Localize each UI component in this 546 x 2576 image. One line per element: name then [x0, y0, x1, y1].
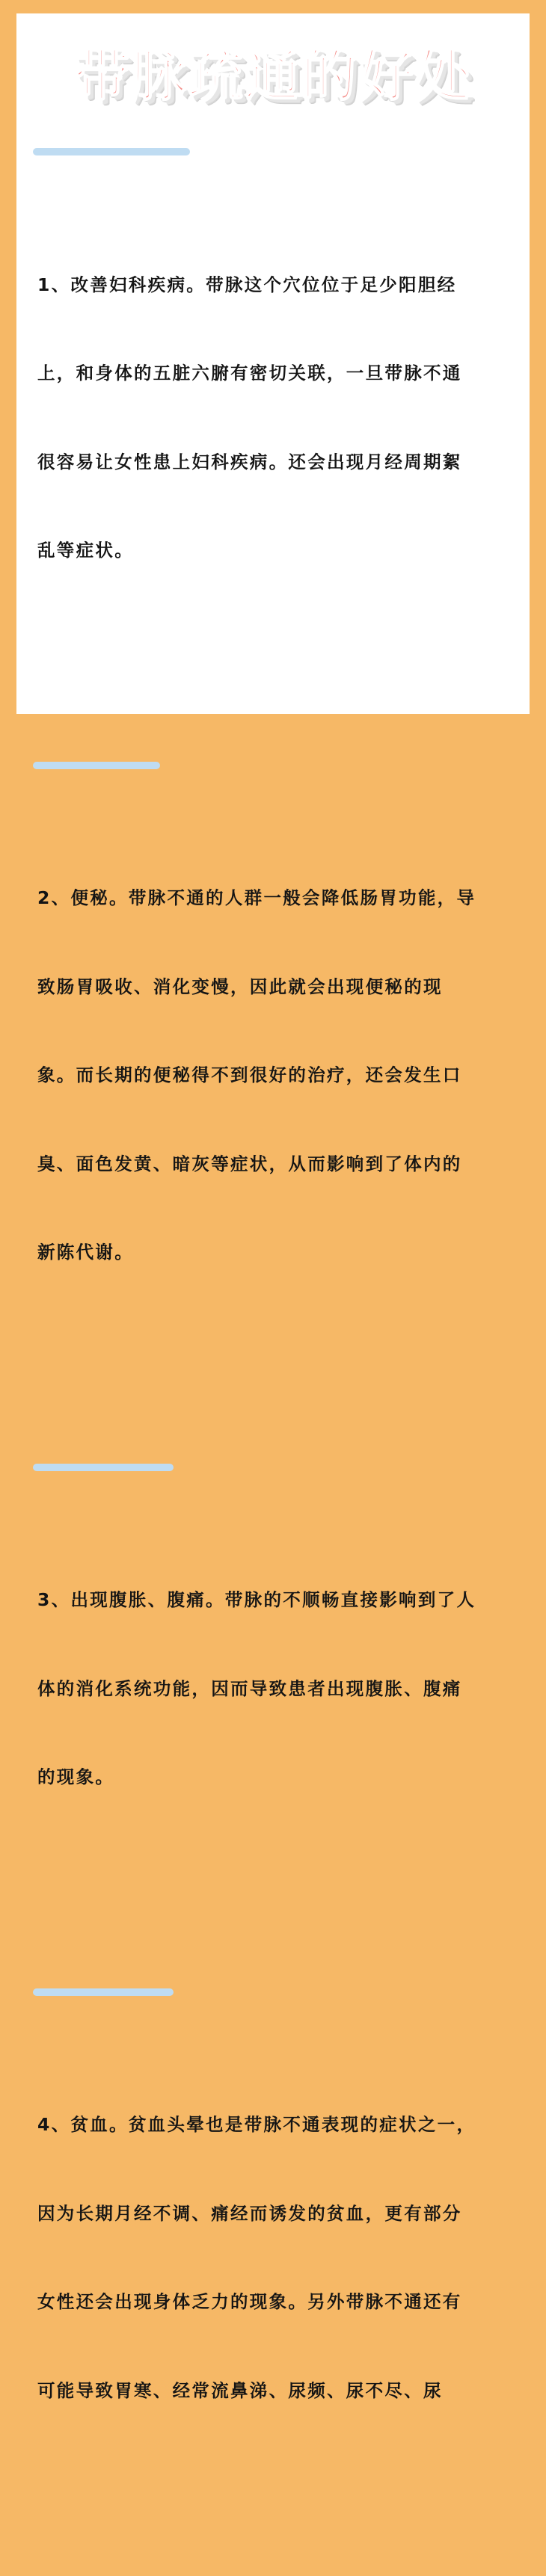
- highlight-mark: [33, 148, 190, 155]
- section-4: [37, 1963, 516, 2524]
- section-text: [37, 1526, 516, 1852]
- text-line: 象。而长期的便秘得不到很好的治疗，还会发生口: [37, 1064, 462, 1085]
- highlight-mark: [33, 1988, 174, 1996]
- sections: [37, 123, 516, 2576]
- section-text: [37, 2051, 516, 2465]
- text-line: [37, 884, 516, 913]
- text-segment: 带脉这个穴位位于足少阳胆经: [206, 274, 457, 295]
- text-line: [37, 2110, 516, 2140]
- text-line: 因为长期月经不调、痛经而诱发的贫血，更有部分: [37, 2202, 462, 2224]
- section-heading: 4、贫血。: [37, 2114, 129, 2135]
- section-2: [37, 736, 516, 1386]
- text-line: 很容易让女性患上妇科疾病。还会出现月经周期絮: [37, 451, 462, 472]
- text-line: 上，和身体的五脏六腑有密切关联，一旦带脉不通: [37, 363, 462, 383]
- section-1: [37, 123, 516, 684]
- section-text: [37, 825, 516, 1327]
- text-line: [37, 1586, 516, 1615]
- text-line: 的现象。: [37, 1766, 115, 1787]
- text-line: 臭、面色发黄、暗灰等症状，从而影响到了体内的: [37, 1153, 462, 1174]
- text-line: 体的消化系统功能，因而导致患者出现腹胀、腹痛: [37, 1677, 462, 1699]
- highlight-mark: [33, 762, 160, 769]
- page-title: 带脉疏通的好处: [74, 44, 472, 108]
- text-line: 新陈代谢。: [37, 1242, 134, 1263]
- text-line: 致肠胃吸收、消化变慢，因此就会出现便秘的现: [37, 976, 443, 997]
- section-text: [37, 212, 516, 625]
- text-line: [37, 271, 516, 301]
- section-heading: 3、出现腹胀、: [37, 1589, 168, 1610]
- text-segment: 腹痛。带脉的不顺畅直接影响到了人: [167, 1589, 476, 1610]
- section-heading: 2、便秘。: [37, 887, 129, 908]
- text-line: 女性还会出现身体乏力的现象。另外带脉不通还有: [37, 2291, 462, 2312]
- text-line: 可能导致胃寒、经常流鼻涕、尿频、尿不尽、尿: [37, 2379, 443, 2401]
- content-card: [16, 13, 530, 2401]
- text-line: 乱等症状。: [37, 540, 134, 561]
- section-heading: 1、改善妇科疾病。: [37, 274, 206, 295]
- text-segment: 带脉不通的人群一般会降低肠胃功能，导: [128, 887, 476, 908]
- text-segment: 贫血头晕也是带脉不通表现的症状之一，: [128, 2114, 476, 2135]
- title-area: [16, 40, 530, 115]
- highlight-mark: [33, 1464, 174, 1471]
- section-3: [37, 1438, 516, 1911]
